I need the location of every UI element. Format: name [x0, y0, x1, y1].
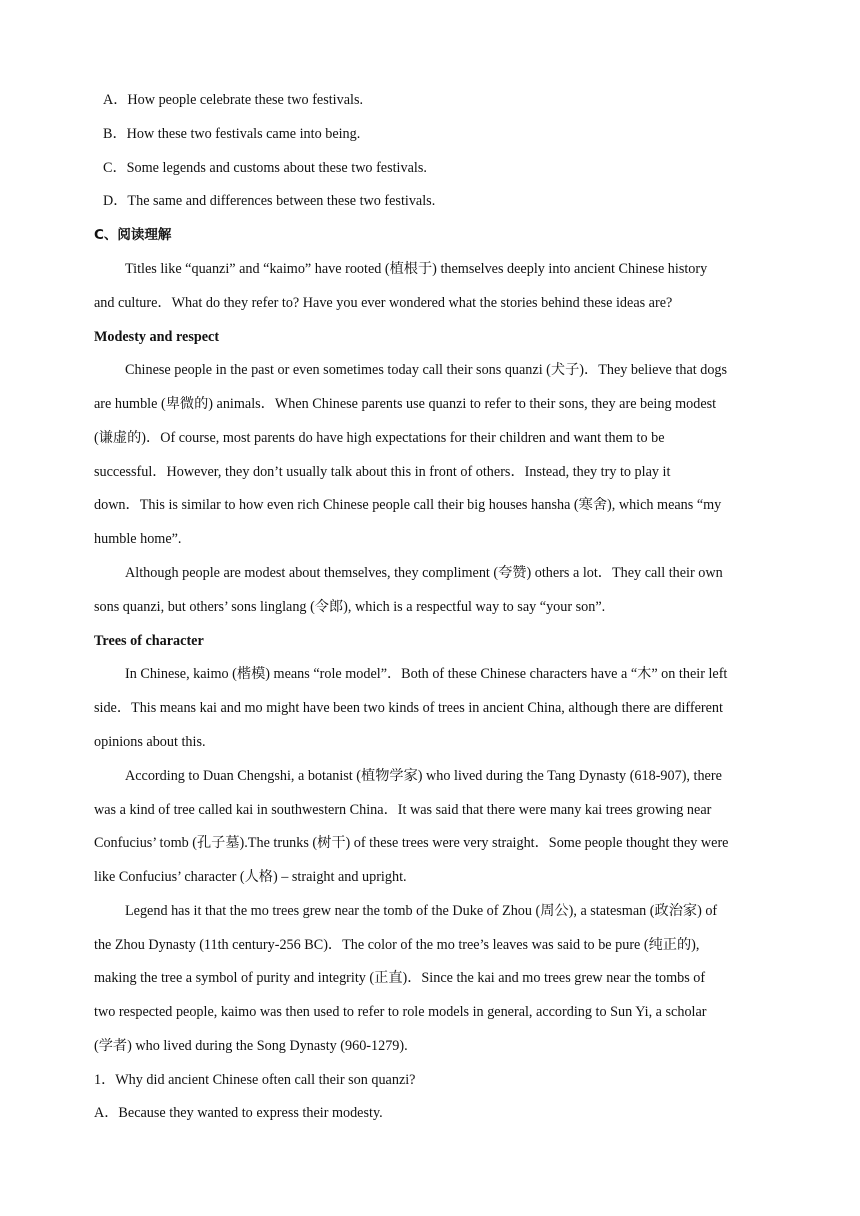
trees-paragraph-2-line: According to Duan Chengshi, a botanist (植物学家) who lived during the Tang Dynasty (618-907), there	[125, 768, 722, 784]
passage-intro-line: Titles like “quanzi” and “kaimo” have rooted (植根于) themselves deeply into ancient Chinese history	[125, 261, 708, 277]
trees-paragraph-1-line: opinions about this.	[94, 734, 206, 750]
trees-paragraph-1-line: side．This means kai and mo might have been two kinds of trees in ancient China, although there are different	[94, 700, 723, 716]
modesty-paragraph-2-line: Although people are modest about themselves, they compliment (夸赞) others a lot．They call their own	[125, 565, 723, 581]
previous-option-b[interactable]: B．How these two festivals came into being.	[103, 126, 361, 142]
trees-paragraph-3-line: the Zhou Dynasty (11th century-256 BC)．The color of the mo tree’s leaves was said to be pure (纯正的),	[94, 937, 700, 953]
trees-paragraph-3-line: (学者) who lived during the Song Dynasty (960-1279).	[94, 1038, 408, 1054]
modesty-paragraph-line: down．This is similar to how even rich Chinese people call their big houses hansha (寒舍), which means “my	[94, 497, 722, 513]
question-1-stem: 1．Why did ancient Chinese often call their son quanzi?	[94, 1072, 416, 1088]
modesty-heading: Modesty and respect	[94, 329, 220, 345]
previous-option-a[interactable]: A．How people celebrate these two festivals.	[103, 92, 364, 108]
trees-paragraph-2-line: like Confucius’ character (人格) – straight and upright.	[94, 869, 407, 885]
trees-paragraph-3-line: making the tree a symbol of purity and integrity (正直)．Since the kai and mo trees grew near the tombs of	[94, 970, 706, 986]
trees-paragraph-3-line: two respected people, kaimo was then used to refer to role models in general, according to Sun Yi, a scholar	[94, 1004, 707, 1020]
trees-paragraph-3-line: Legend has it that the mo trees grew near the tomb of the Duke of Zhou (周公), a statesman (政治家) of	[125, 903, 718, 919]
trees-paragraph-2-line: Confucius’ tomb (孔子墓).The trunks (树干) of these trees were very straight．Some people thought they were	[94, 835, 729, 851]
trees-paragraph-1-line: In Chinese, kaimo (楷模) means “role model”．Both of these Chinese characters have a “木” on their left	[125, 666, 728, 682]
modesty-paragraph-2-line: sons quanzi, but others’ sons linglang (令郎), which is a respectful way to say “your son”.	[94, 599, 606, 615]
modesty-paragraph-line: Chinese people in the past or even sometimes today call their sons quanzi (犬子)．They believe that dogs	[125, 362, 728, 378]
trees-heading: Trees of character	[94, 633, 204, 649]
previous-option-c[interactable]: C．Some legends and customs about these two festivals.	[103, 160, 427, 176]
question-1-option-a[interactable]: A．Because they wanted to express their modesty.	[94, 1105, 383, 1121]
section-heading: C、阅读理解	[94, 227, 172, 243]
modesty-paragraph-line: (谦虚的)．Of course, most parents do have high expectations for their children and want them to be	[94, 430, 665, 446]
modesty-paragraph-line: successful．However, they don’t usually talk about this in front of others．Instead, they try to play it	[94, 464, 671, 480]
passage-intro-line: and culture．What do they refer to? Have you ever wondered what the stories behind these ideas are?	[94, 295, 673, 311]
modesty-paragraph-line: humble home”.	[94, 531, 182, 547]
trees-paragraph-2-line: was a kind of tree called kai in southwestern China．It was said that there were many kai trees growing near	[94, 802, 712, 818]
previous-option-d[interactable]: D．The same and differences between these two festivals.	[103, 193, 436, 209]
modesty-paragraph-line: are humble (卑微的) animals．When Chinese parents use quanzi to refer to their sons, they are being modest	[94, 396, 717, 412]
